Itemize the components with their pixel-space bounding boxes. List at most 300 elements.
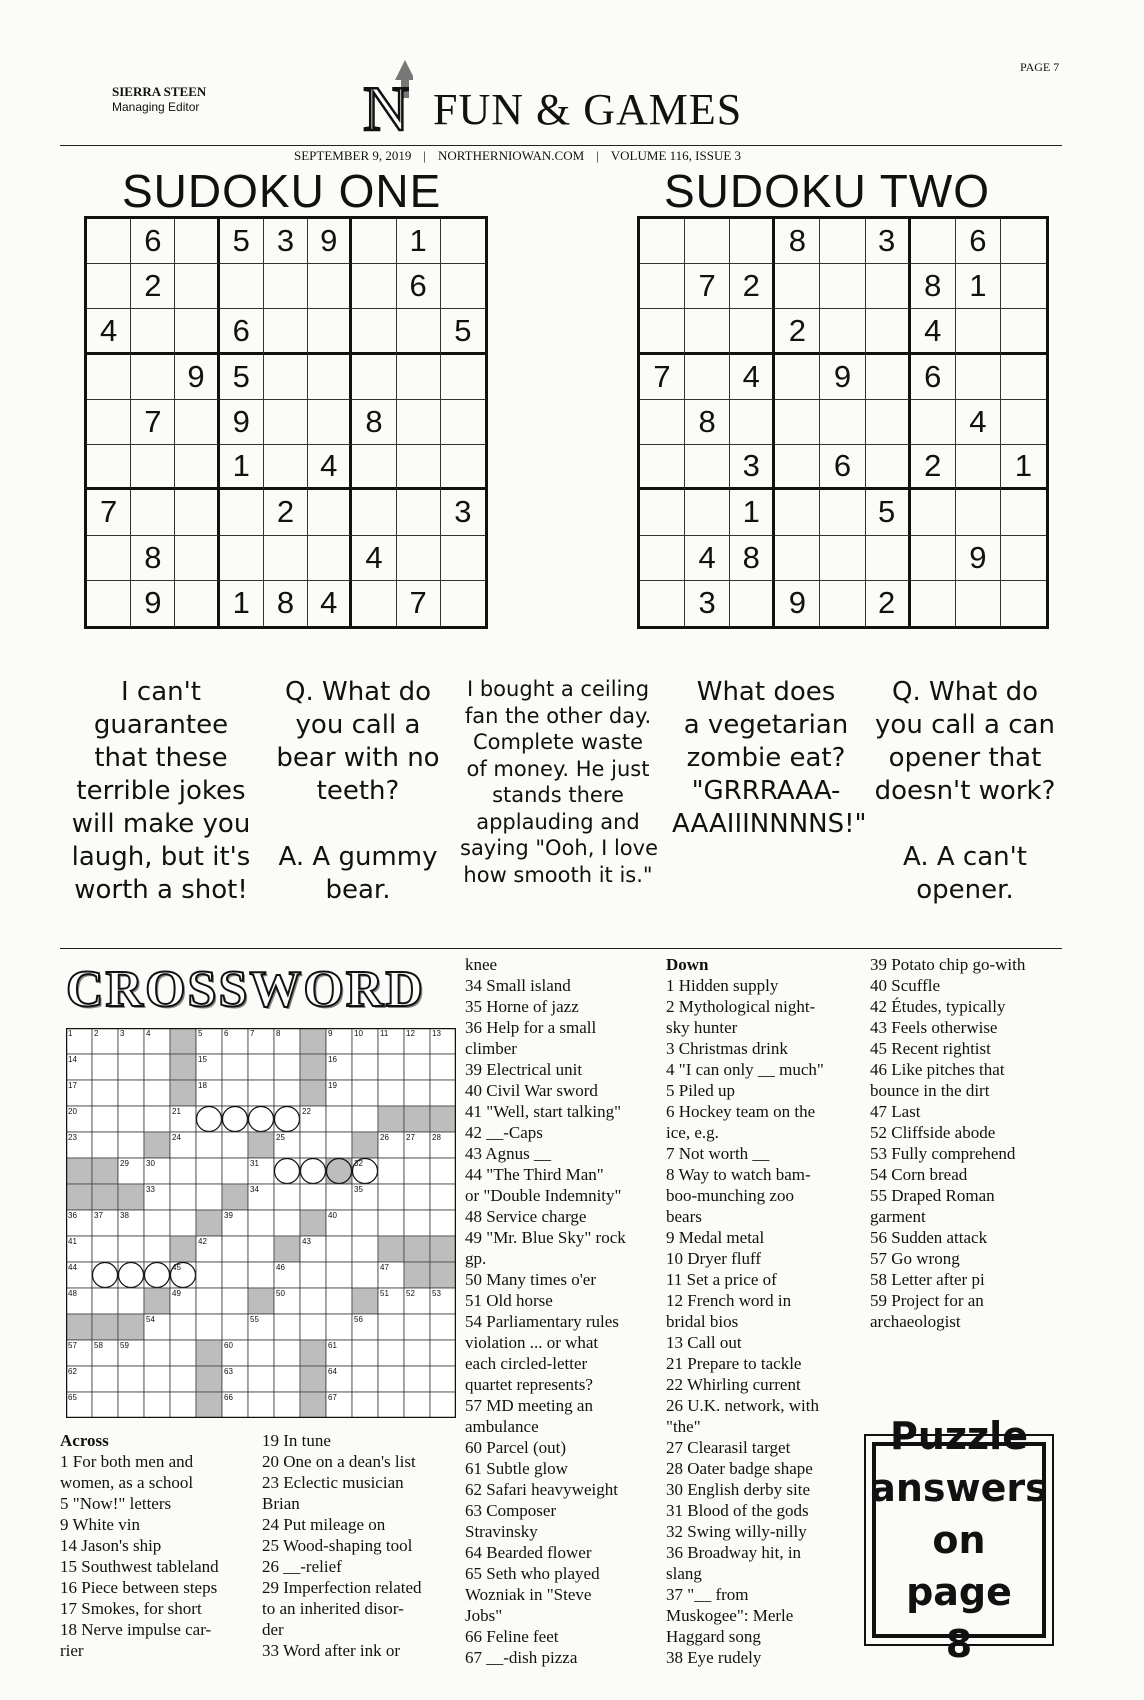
sudoku-cell (775, 355, 820, 400)
crossword-cell[interactable] (326, 1184, 352, 1210)
crossword-cell[interactable] (326, 1132, 352, 1158)
sudoku-cell (308, 400, 352, 445)
sudoku-cell: 7 (87, 490, 131, 535)
crossword-block (300, 1340, 326, 1366)
crossword-cell[interactable] (170, 1392, 196, 1418)
sudoku-cell (775, 264, 820, 309)
clue-line: 43 Agnus __ (465, 1144, 551, 1163)
sudoku-cell (264, 536, 308, 581)
crossword-cell[interactable] (170, 1366, 196, 1392)
crossword-cell[interactable] (170, 1184, 196, 1210)
joke-line: bear with no (276, 743, 440, 773)
clue-number: 38 (120, 1211, 129, 1220)
crossword-cell[interactable] (144, 1080, 170, 1106)
crossword-cell[interactable] (274, 1210, 300, 1236)
crossword-block (274, 1236, 300, 1262)
crossword-cell[interactable] (378, 1054, 404, 1080)
crossword-cell[interactable] (92, 1366, 118, 1392)
sudoku-cell (441, 219, 485, 264)
sudoku-cell (820, 581, 865, 626)
across-clues-col1 (60, 1430, 219, 1661)
sudoku-cell: 2 (264, 490, 308, 535)
crossword-cell[interactable] (144, 1340, 170, 1366)
clue-line: 1 Hidden supply (666, 976, 779, 995)
sudoku-cell (640, 581, 685, 626)
crossword-cell[interactable] (170, 1340, 196, 1366)
crossword-cell[interactable] (378, 1080, 404, 1106)
crossword-cell[interactable] (430, 1080, 456, 1106)
sudoku-cell (640, 309, 685, 354)
sudoku-cell: 3 (866, 219, 911, 264)
clue-line: 29 Imperfection related (262, 1578, 422, 1597)
crossword-cell[interactable] (222, 1054, 248, 1080)
sudoku-cell (308, 264, 352, 309)
crossword-cell[interactable] (404, 1158, 430, 1184)
clue-line: 14 Jason's ship (60, 1536, 162, 1555)
crossword-cell[interactable] (118, 1236, 144, 1262)
clue-number: 7 (250, 1029, 255, 1038)
crossword-cell[interactable] (352, 1080, 378, 1106)
crossword-block (196, 1210, 222, 1236)
crossword-cell[interactable] (118, 1106, 144, 1132)
crossword-cell[interactable] (430, 1158, 456, 1184)
clue-line: 39 Potato chip go-with (870, 955, 1026, 974)
sudoku-cell: 6 (956, 219, 1001, 264)
clue-line: 39 Electrical unit (465, 1060, 583, 1079)
clue-line: 47 Last (870, 1102, 921, 1121)
clue-line: or "Double Indemnity" (465, 1186, 622, 1205)
crossword-cell[interactable] (222, 1132, 248, 1158)
crossword-cell[interactable] (430, 1340, 456, 1366)
crossword-cell[interactable] (144, 1106, 170, 1132)
sudoku-cell (352, 309, 396, 354)
crossword-cell[interactable] (404, 1080, 430, 1106)
clue-number: 27 (406, 1133, 415, 1142)
crossword-cell[interactable] (118, 1054, 144, 1080)
sudoku-cell (866, 264, 911, 309)
clue-line: 64 Bearded flower (465, 1543, 592, 1562)
clue-number: 59 (120, 1341, 129, 1350)
sudoku-cell (911, 536, 956, 581)
clue-line: 36 Help for a small (465, 1018, 597, 1037)
crossword-cell[interactable] (170, 1158, 196, 1184)
sudoku-cell: 2 (775, 309, 820, 354)
sudoku-cell (820, 490, 865, 535)
sudoku-cell: 8 (131, 536, 175, 581)
sudoku-cell (308, 490, 352, 535)
crossword-cell[interactable] (92, 1288, 118, 1314)
clue-number: 53 (432, 1289, 441, 1298)
clue-line: 56 Sudden attack (870, 1228, 988, 1247)
sudoku-cell (685, 219, 730, 264)
crossword-cell[interactable] (144, 1236, 170, 1262)
sudoku-cell (87, 355, 131, 400)
crossword-cell[interactable] (404, 1314, 430, 1340)
clue-number: 65 (68, 1393, 77, 1402)
sudoku-cell: 2 (866, 581, 911, 626)
sudoku-two-grid (637, 216, 1049, 629)
clue-number: 26 (380, 1133, 389, 1142)
clue-line: 46 Like pitches that (870, 1060, 1005, 1079)
crossword-cell[interactable] (300, 1184, 326, 1210)
clue-line: bears (666, 1207, 702, 1226)
clue-line: 19 In tune (262, 1431, 331, 1450)
crossword-cell[interactable] (352, 1392, 378, 1418)
clue-line: each circled-letter (465, 1354, 588, 1373)
sudoku-cell (1001, 355, 1046, 400)
clue-line: 24 Put mileage on (262, 1515, 386, 1534)
crossword-cell[interactable] (248, 1340, 274, 1366)
sudoku-cell (352, 219, 396, 264)
crossword-cell[interactable] (222, 1158, 248, 1184)
clue-line: ambulance (465, 1417, 539, 1436)
crossword-cell[interactable] (378, 1340, 404, 1366)
crossword-cell[interactable] (118, 1132, 144, 1158)
crossword-cell[interactable] (352, 1262, 378, 1288)
sudoku-cell (1001, 581, 1046, 626)
clue-line: 65 Seth who played (465, 1564, 600, 1583)
clue-number: 30 (146, 1159, 155, 1168)
sudoku-cell: 5 (441, 309, 485, 354)
crossword-block (404, 1236, 430, 1262)
crossword-cell[interactable] (118, 1288, 144, 1314)
crossword-cell[interactable] (352, 1236, 378, 1262)
crossword-cell[interactable] (404, 1392, 430, 1418)
clue-number: 39 (224, 1211, 233, 1220)
sudoku-cell (1001, 490, 1046, 535)
crossword-cell[interactable] (326, 1288, 352, 1314)
sudoku-cell (956, 490, 1001, 535)
crossword-cell[interactable] (352, 1210, 378, 1236)
clue-line: 42 __-Caps (465, 1123, 543, 1142)
clue-line: 27 Clearasil target (666, 1438, 791, 1457)
crossword-cell[interactable] (222, 1080, 248, 1106)
crossword-cell[interactable] (378, 1314, 404, 1340)
crossword-cell[interactable] (196, 1314, 222, 1340)
crossword-cell[interactable] (170, 1314, 196, 1340)
sudoku-cell (397, 309, 441, 354)
issue-date: SEPTEMBER 9, 2019 (294, 148, 412, 163)
clue-line: 12 French word in (666, 1291, 792, 1310)
crossword-cell[interactable] (430, 1210, 456, 1236)
clue-number: 40 (328, 1211, 337, 1220)
crossword-cell[interactable] (196, 1132, 222, 1158)
crossword-cell[interactable] (274, 1054, 300, 1080)
sudoku-cell (264, 445, 308, 490)
crossword-block (300, 1028, 326, 1054)
crossword-cell[interactable] (326, 1236, 352, 1262)
sudoku-cell: 8 (685, 400, 730, 445)
crossword-cell[interactable] (300, 1132, 326, 1158)
clue-number: 2 (94, 1029, 99, 1038)
clue-number: 13 (432, 1029, 441, 1038)
sudoku-cell: 4 (352, 536, 396, 581)
crossword-cell[interactable] (404, 1340, 430, 1366)
clue-line: bounce in the dirt (870, 1081, 990, 1100)
down-heading: Down (666, 955, 709, 974)
crossword-cell[interactable] (430, 1392, 456, 1418)
crossword-cell[interactable] (274, 1392, 300, 1418)
editor-name: SIERRA STEEN (112, 84, 207, 99)
sudoku-cell (640, 536, 685, 581)
sudoku-cell (775, 445, 820, 490)
crossword-cell[interactable] (274, 1314, 300, 1340)
clue-line: 4 "I can only __ much" (666, 1060, 824, 1079)
crossword-cell[interactable] (222, 1314, 248, 1340)
sudoku-cell (131, 490, 175, 535)
crossword-block (352, 1288, 378, 1314)
clue-line: 52 Cliffside abode (870, 1123, 996, 1142)
sudoku-cell (175, 264, 219, 309)
crossword-block (300, 1210, 326, 1236)
sudoku-cell (175, 581, 219, 626)
sudoku-cell (730, 219, 775, 264)
sudoku-one-title: SUDOKU ONE (122, 165, 442, 217)
clue-number: 48 (68, 1289, 77, 1298)
sudoku-cell (87, 445, 131, 490)
sudoku-cell: 8 (352, 400, 396, 445)
sudoku-cell: 5 (866, 490, 911, 535)
clue-line: Wozniak in "Steve (465, 1585, 592, 1604)
clue-line: knee (465, 955, 498, 974)
crossword-cell[interactable] (222, 1236, 248, 1262)
clue-line: 23 Eclectic musician (262, 1473, 404, 1492)
sudoku-cell: 9 (175, 355, 219, 400)
section-title: FUN & GAMES (433, 85, 743, 134)
crossword-block (404, 1262, 430, 1288)
crossword-cell[interactable] (274, 1080, 300, 1106)
crossword-cell[interactable] (118, 1080, 144, 1106)
crossword-cell[interactable] (144, 1054, 170, 1080)
crossword-cell[interactable] (326, 1262, 352, 1288)
crossword-cell[interactable] (248, 1262, 274, 1288)
sudoku-cell (175, 219, 219, 264)
crossword-cell[interactable] (430, 1054, 456, 1080)
answers-notice-line: 8 (945, 1622, 973, 1666)
joke-line: A. A gummy (278, 842, 438, 872)
crossword-grid (66, 1028, 456, 1418)
crossword-cell[interactable] (274, 1340, 300, 1366)
sudoku-cell (87, 400, 131, 445)
answers-notice-text (870, 1414, 1048, 1666)
crossword-cell[interactable] (92, 1054, 118, 1080)
crossword-cell[interactable] (196, 1158, 222, 1184)
sudoku-cell (87, 264, 131, 309)
sudoku-cell (640, 264, 685, 309)
sudoku-cell (866, 536, 911, 581)
sudoku-cell (820, 264, 865, 309)
joke-line: how smooth it is." (463, 862, 653, 887)
crossword-cell[interactable] (378, 1184, 404, 1210)
sudoku-cell: 3 (685, 581, 730, 626)
crossword-cell[interactable] (92, 1080, 118, 1106)
sudoku-cell: 2 (131, 264, 175, 309)
clue-number: 63 (224, 1367, 233, 1376)
answers-notice (864, 1414, 1054, 1666)
clue-number: 23 (68, 1133, 77, 1142)
sudoku-cell (264, 355, 308, 400)
crossword-cell[interactable] (300, 1262, 326, 1288)
sudoku-cell (685, 445, 730, 490)
clue-number: 4 (146, 1029, 151, 1038)
clue-number: 35 (354, 1185, 363, 1194)
sudoku-cell (441, 536, 485, 581)
crossword-cell[interactable] (352, 1340, 378, 1366)
crossword-cell[interactable] (378, 1366, 404, 1392)
sudoku-cell (775, 400, 820, 445)
crossword-block (248, 1288, 274, 1314)
sudoku-cell: 7 (685, 264, 730, 309)
joke-gummy-bear (268, 676, 448, 907)
clue-line: 28 Oater badge shape (666, 1459, 813, 1478)
crossword-cell[interactable] (196, 1262, 222, 1288)
sudoku-cell (308, 309, 352, 354)
clue-line: 25 Wood-shaping tool (262, 1536, 413, 1555)
sudoku-cell: 1 (956, 264, 1001, 309)
clue-number: 51 (380, 1289, 389, 1298)
sudoku-cell (175, 400, 219, 445)
sudoku-cell (352, 581, 396, 626)
clue-line: 49 "Mr. Blue Sky" rock (465, 1228, 626, 1247)
clue-line: 18 Nerve impulse car- (60, 1620, 212, 1639)
crossword-cell[interactable] (352, 1366, 378, 1392)
clue-line: der (262, 1620, 284, 1639)
crossword-cell[interactable] (404, 1366, 430, 1392)
sudoku-cell: 9 (308, 219, 352, 264)
joke-line: I bought a ceiling (466, 677, 650, 701)
clue-line: 51 Old horse (465, 1291, 553, 1310)
clue-line: 32 Swing willy-nilly (666, 1522, 807, 1541)
crossword-cell[interactable] (378, 1210, 404, 1236)
clue-line: 57 MD meeting an (465, 1396, 593, 1415)
joke-can-opener (872, 676, 1058, 907)
crossword-cell[interactable] (170, 1210, 196, 1236)
sudoku-cell: 4 (308, 445, 352, 490)
crossword-cell[interactable] (300, 1314, 326, 1340)
joke-intro (66, 676, 256, 907)
crossword-cell[interactable] (248, 1054, 274, 1080)
crossword-cell[interactable] (404, 1054, 430, 1080)
crossword-cell[interactable] (248, 1236, 274, 1262)
clue-line: 16 Piece between steps (60, 1578, 218, 1597)
crossword-cell[interactable] (300, 1288, 326, 1314)
crossword-cell[interactable] (144, 1366, 170, 1392)
crossword-block (430, 1106, 456, 1132)
clue-number: 33 (146, 1185, 155, 1194)
sudoku-cell (352, 355, 396, 400)
crossword-cell[interactable] (378, 1158, 404, 1184)
joke-line: guarantee (93, 710, 229, 740)
clue-number: 47 (380, 1263, 389, 1272)
crossword-cell[interactable] (248, 1080, 274, 1106)
sudoku-cell (87, 219, 131, 264)
crossword-cell[interactable] (352, 1106, 378, 1132)
crossword-cell[interactable] (248, 1392, 274, 1418)
crossword-block (430, 1236, 456, 1262)
crossword-cell[interactable] (118, 1366, 144, 1392)
crossword-cell[interactable] (274, 1184, 300, 1210)
crossword-block (170, 1028, 196, 1054)
crossword-cell[interactable] (196, 1288, 222, 1314)
crossword-cell[interactable] (326, 1314, 352, 1340)
crossword-block (170, 1080, 196, 1106)
clue-line: 7 Not worth __ (666, 1144, 770, 1163)
sudoku-cell: 9 (131, 581, 175, 626)
clue-number: 43 (302, 1237, 311, 1246)
crossword-cell[interactable] (92, 1132, 118, 1158)
crossword-cell[interactable] (222, 1288, 248, 1314)
joke-line: What does (696, 677, 836, 707)
crossword-cell[interactable] (274, 1366, 300, 1392)
sudoku-cell (640, 219, 685, 264)
sudoku-cell: 2 (730, 264, 775, 309)
logo-letter: N (363, 73, 410, 134)
crossword-cell[interactable] (430, 1184, 456, 1210)
sudoku-cell (685, 490, 730, 535)
sudoku-cell (1001, 219, 1046, 264)
crossword-cell[interactable] (378, 1392, 404, 1418)
joke-line (872, 808, 1058, 841)
crossword-cell[interactable] (92, 1106, 118, 1132)
clue-number: 10 (354, 1029, 363, 1038)
crossword-cell[interactable] (430, 1366, 456, 1392)
sudoku-cell (820, 219, 865, 264)
sudoku-cell: 1 (730, 490, 775, 535)
clue-number: 45 (172, 1263, 181, 1272)
joke-line: fan the other day. (464, 703, 652, 728)
sudoku-cell: 7 (131, 400, 175, 445)
crossword-cell[interactable] (118, 1392, 144, 1418)
joke-line: Q. What do (892, 677, 1038, 707)
sudoku-cell: 3 (264, 219, 308, 264)
clue-line: climber (465, 1039, 517, 1058)
crossword-cell[interactable] (196, 1184, 222, 1210)
sudoku-cell (352, 264, 396, 309)
sudoku-cell (397, 400, 441, 445)
clue-line: 54 Parliamentary rules (465, 1312, 619, 1331)
joke-line: you call a can (875, 710, 1055, 740)
joke-line: terrible jokes (76, 776, 246, 806)
crossword-cell[interactable] (248, 1366, 274, 1392)
crossword-cell[interactable] (430, 1314, 456, 1340)
sudoku-cell: 6 (911, 355, 956, 400)
clue-line: 9 Medal metal (666, 1228, 765, 1247)
website: NORTHERNIOWAN.COM (437, 148, 585, 163)
crossword-cell[interactable] (404, 1210, 430, 1236)
section-divider (60, 948, 1062, 949)
crossword-cell[interactable] (248, 1210, 274, 1236)
crossword-cell[interactable] (144, 1210, 170, 1236)
sudoku-cell (397, 490, 441, 535)
crossword-cell[interactable] (92, 1392, 118, 1418)
crossword-cell[interactable] (144, 1392, 170, 1418)
sudoku-cell (1001, 536, 1046, 581)
sudoku-cell: 7 (397, 581, 441, 626)
sudoku-cell (131, 445, 175, 490)
clue-line: "the" (666, 1417, 701, 1436)
sudoku-cell (175, 536, 219, 581)
crossword-cell[interactable] (326, 1106, 352, 1132)
crossword-cell[interactable] (404, 1184, 430, 1210)
crossword-cell[interactable] (222, 1262, 248, 1288)
crossword-block (378, 1106, 404, 1132)
joke-line: bear. (325, 875, 391, 905)
crossword-cell[interactable] (352, 1054, 378, 1080)
crossword-cell[interactable] (92, 1236, 118, 1262)
sudoku-cell (397, 536, 441, 581)
clue-line: Muskogee": Merle (666, 1606, 794, 1625)
clue-line: 50 Many times o'er (465, 1270, 597, 1289)
